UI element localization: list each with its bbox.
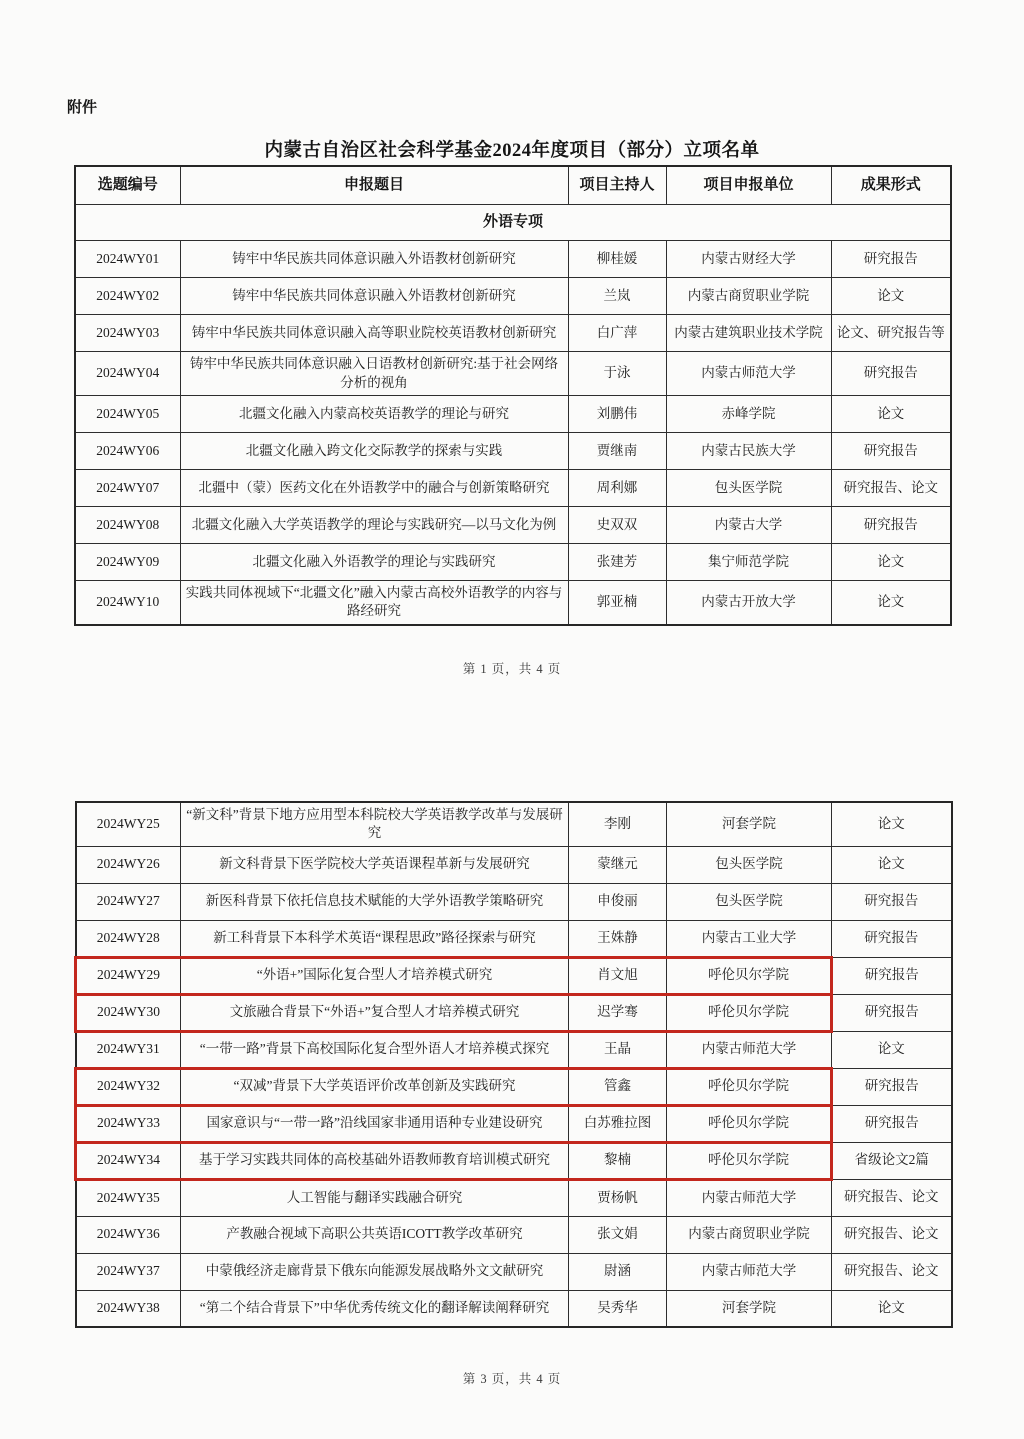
cell-leader: 申俊丽: [569, 883, 667, 920]
cell-leader: 管鑫: [569, 1068, 667, 1105]
table-row: [75, 581, 951, 625]
cell-title: 铸牢中华民族共同体意识融入外语教材创新研究: [180, 278, 568, 315]
header-title: 申报题目: [180, 166, 568, 205]
cell-title: 新医科背景下依托信息技术赋能的大学外语教学策略研究: [181, 883, 569, 920]
cell-title: 北疆文化融入跨文化交际教学的探索与实践: [180, 433, 568, 470]
cell-leader: 吴秀华: [569, 1290, 667, 1327]
cell-outcome: 论文: [832, 846, 952, 883]
projects-table-page3: [74, 801, 953, 1328]
table-row: [75, 315, 951, 352]
table-row: [75, 278, 951, 315]
cell-outcome: 论文: [831, 396, 951, 433]
cell-org: 呼伦贝尔学院: [667, 1105, 832, 1142]
table-row: [75, 507, 951, 544]
cell-title: 新工科背景下本科学术英语“课程思政”路径探索与研究: [181, 920, 569, 957]
cell-topic-id: 2024WY08: [75, 507, 180, 544]
cell-outcome: 论文: [831, 278, 951, 315]
page3-footer: 第 3 页，共 4 页: [462, 1372, 562, 1386]
cell-outcome: 论文、研究报告等: [831, 315, 951, 352]
cell-leader: 张文娟: [569, 1216, 667, 1253]
cell-outcome: 研究报告: [832, 920, 952, 957]
cell-leader: 白苏雅拉图: [569, 1105, 667, 1142]
cell-leader: 肖文旭: [569, 957, 667, 994]
table-row-highlighted: [76, 1142, 952, 1179]
cell-outcome: 研究报告: [832, 1105, 952, 1142]
cell-title: 文旅融合背景下“外语+”复合型人才培养模式研究: [181, 994, 569, 1031]
table-row-highlighted: [76, 994, 952, 1031]
cell-topic-id: 2024WY06: [75, 433, 180, 470]
cell-topic-id: 2024WY29: [76, 957, 181, 994]
cell-topic-id: 2024WY10: [75, 581, 180, 625]
cell-outcome: 研究报告、论文: [832, 1216, 952, 1253]
page1-footer: 第 1 页，共 4 页: [462, 662, 562, 676]
cell-outcome: 论文: [832, 802, 952, 846]
cell-leader: 刘鹏伟: [568, 396, 666, 433]
cell-outcome: 研究报告: [832, 1068, 952, 1105]
cell-title: “新文科”背景下地方应用型本科院校大学英语教学改革与发展研究: [181, 802, 569, 846]
cell-org: 内蒙古商贸职业学院: [667, 1216, 832, 1253]
table-row: [75, 241, 951, 278]
cell-title: “双减”背景下大学英语评价改革创新及实践研究: [181, 1068, 569, 1105]
cell-topic-id: 2024WY26: [76, 846, 181, 883]
table-row: [76, 1031, 952, 1068]
cell-leader: 史双双: [568, 507, 666, 544]
cell-org: 呼伦贝尔学院: [667, 1142, 832, 1179]
cell-title: 铸牢中华民族共同体意识融入日语教材创新研究:基于社会网络分析的视角: [180, 352, 568, 396]
cell-org: 赤峰学院: [666, 396, 831, 433]
cell-leader: 白广萍: [568, 315, 666, 352]
table-row: [75, 396, 951, 433]
cell-outcome: 研究报告: [832, 883, 952, 920]
cell-topic-id: 2024WY30: [76, 994, 181, 1031]
cell-org: 内蒙古工业大学: [667, 920, 832, 957]
table-row: [76, 1253, 952, 1290]
cell-title: 北疆文化融入大学英语教学的理论与实践研究—以马文化为例: [180, 507, 568, 544]
cell-outcome: 研究报告: [832, 957, 952, 994]
cell-org: 包头医学院: [667, 883, 832, 920]
header-topic-id: 选题编号: [75, 166, 180, 205]
page-title: 内蒙古自治区社会科学基金2024年度项目（部分）立项名单: [264, 141, 760, 161]
cell-outcome: 论文: [831, 544, 951, 581]
cell-leader: 王姝静: [569, 920, 667, 957]
cell-org: 河套学院: [667, 1290, 832, 1327]
cell-leader: 王晶: [569, 1031, 667, 1068]
header-org: 项目申报单位: [666, 166, 831, 205]
table-row: [76, 883, 952, 920]
header-leader: 项目主持人: [568, 166, 666, 205]
table-row-highlighted: [76, 1105, 952, 1142]
cell-topic-id: 2024WY38: [76, 1290, 181, 1327]
projects-table-page1: [74, 165, 952, 626]
cell-title: 国家意识与“一带一路”沿线国家非通用语种专业建设研究: [181, 1105, 569, 1142]
table-row: [76, 846, 952, 883]
section-header-row: [75, 205, 951, 241]
cell-title: 中蒙俄经济走廊背景下俄东向能源发展战略外文文献研究: [181, 1253, 569, 1290]
attachment-label: 附件: [67, 100, 98, 116]
cell-leader: 周利娜: [568, 470, 666, 507]
table-row: [75, 352, 951, 396]
cell-outcome: 省级论文2篇: [832, 1142, 952, 1179]
table-row: [76, 920, 952, 957]
cell-topic-id: 2024WY07: [75, 470, 180, 507]
cell-title: 新文科背景下医学院校大学英语课程革新与发展研究: [181, 846, 569, 883]
table-row: [76, 1179, 952, 1216]
cell-title: 基于学习实践共同体的高校基础外语教师教育培训模式研究: [181, 1142, 569, 1179]
cell-leader: 尉涵: [569, 1253, 667, 1290]
cell-org: 内蒙古大学: [666, 507, 831, 544]
cell-topic-id: 2024WY09: [75, 544, 180, 581]
cell-topic-id: 2024WY05: [75, 396, 180, 433]
cell-org: 呼伦贝尔学院: [667, 1068, 832, 1105]
table-row: [76, 802, 952, 846]
cell-outcome: 论文: [832, 1031, 952, 1068]
table-row: [76, 1290, 952, 1327]
cell-leader: 蒙继元: [569, 846, 667, 883]
cell-topic-id: 2024WY35: [76, 1179, 181, 1216]
cell-topic-id: 2024WY34: [76, 1142, 181, 1179]
cell-title: 人工智能与翻译实践融合研究: [181, 1179, 569, 1216]
cell-leader: 黎楠: [569, 1142, 667, 1179]
cell-org: 集宁师范学院: [666, 544, 831, 581]
section-label: 外语专项: [75, 205, 951, 241]
table-row: [75, 433, 951, 470]
cell-title: 北疆文化融入外语教学的理论与实践研究: [180, 544, 568, 581]
cell-leader: 兰岚: [568, 278, 666, 315]
cell-outcome: 研究报告: [831, 433, 951, 470]
cell-org: 内蒙古师范大学: [666, 352, 831, 396]
table-row: [75, 470, 951, 507]
cell-topic-id: 2024WY37: [76, 1253, 181, 1290]
table-row: [75, 544, 951, 581]
cell-leader: 郭亚楠: [568, 581, 666, 625]
cell-title: 铸牢中华民族共同体意识融入外语教材创新研究: [180, 241, 568, 278]
cell-title: 北疆中（蒙）医药文化在外语教学中的融合与创新策略研究: [180, 470, 568, 507]
cell-outcome: 论文: [832, 1290, 952, 1327]
cell-outcome: 研究报告: [832, 994, 952, 1031]
cell-topic-id: 2024WY36: [76, 1216, 181, 1253]
cell-org: 内蒙古师范大学: [667, 1253, 832, 1290]
table-row: [76, 1216, 952, 1253]
cell-leader: 贾继南: [568, 433, 666, 470]
cell-topic-id: 2024WY02: [75, 278, 180, 315]
cell-org: 内蒙古商贸职业学院: [666, 278, 831, 315]
cell-title: “外语+”国际化复合型人才培养模式研究: [181, 957, 569, 994]
cell-topic-id: 2024WY31: [76, 1031, 181, 1068]
cell-title: “第二个结合背景下”中华优秀传统文化的翻译解读阐释研究: [181, 1290, 569, 1327]
cell-leader: 迟学骞: [569, 994, 667, 1031]
cell-org: 呼伦贝尔学院: [667, 957, 832, 994]
cell-outcome: 研究报告、论文: [832, 1253, 952, 1290]
cell-topic-id: 2024WY01: [75, 241, 180, 278]
cell-org: 内蒙古民族大学: [666, 433, 831, 470]
cell-outcome: 研究报告: [831, 352, 951, 396]
cell-topic-id: 2024WY33: [76, 1105, 181, 1142]
cell-org: 包头医学院: [667, 846, 832, 883]
cell-org: 河套学院: [667, 802, 832, 846]
header-outcome: 成果形式: [831, 166, 951, 205]
cell-title: 北疆文化融入内蒙高校英语教学的理论与研究: [180, 396, 568, 433]
cell-org: 内蒙古财经大学: [666, 241, 831, 278]
cell-leader: 贾杨帆: [569, 1179, 667, 1216]
table-row-highlighted: [76, 1068, 952, 1105]
cell-title: “一带一路”背景下高校国际化复合型外语人才培养模式探究: [181, 1031, 569, 1068]
cell-outcome: 研究报告、论文: [832, 1179, 952, 1216]
cell-org: 内蒙古师范大学: [667, 1031, 832, 1068]
cell-title: 实践共同体视域下“北疆文化”融入内蒙古高校外语教学的内容与路经研究: [180, 581, 568, 625]
cell-outcome: 论文: [831, 581, 951, 625]
cell-leader: 于泳: [568, 352, 666, 396]
cell-leader: 柳桂媛: [568, 241, 666, 278]
table-row-highlighted: [76, 957, 952, 994]
table-header-row: [75, 166, 951, 205]
cell-leader: 张建芳: [568, 544, 666, 581]
cell-leader: 李刚: [569, 802, 667, 846]
cell-title: 铸牢中华民族共同体意识融入高等职业院校英语教材创新研究: [180, 315, 568, 352]
cell-org: 呼伦贝尔学院: [667, 994, 832, 1031]
cell-topic-id: 2024WY03: [75, 315, 180, 352]
cell-org: 内蒙古师范大学: [667, 1179, 832, 1216]
cell-outcome: 研究报告: [831, 241, 951, 278]
cell-org: 包头医学院: [666, 470, 831, 507]
cell-topic-id: 2024WY25: [76, 802, 181, 846]
cell-topic-id: 2024WY32: [76, 1068, 181, 1105]
cell-outcome: 研究报告、论文: [831, 470, 951, 507]
cell-title: 产教融合视域下高职公共英语ICOTT教学改革研究: [181, 1216, 569, 1253]
cell-topic-id: 2024WY28: [76, 920, 181, 957]
cell-org: 内蒙古建筑职业技术学院: [666, 315, 831, 352]
cell-topic-id: 2024WY04: [75, 352, 180, 396]
cell-topic-id: 2024WY27: [76, 883, 181, 920]
cell-outcome: 研究报告: [831, 507, 951, 544]
cell-org: 内蒙古开放大学: [666, 581, 831, 625]
